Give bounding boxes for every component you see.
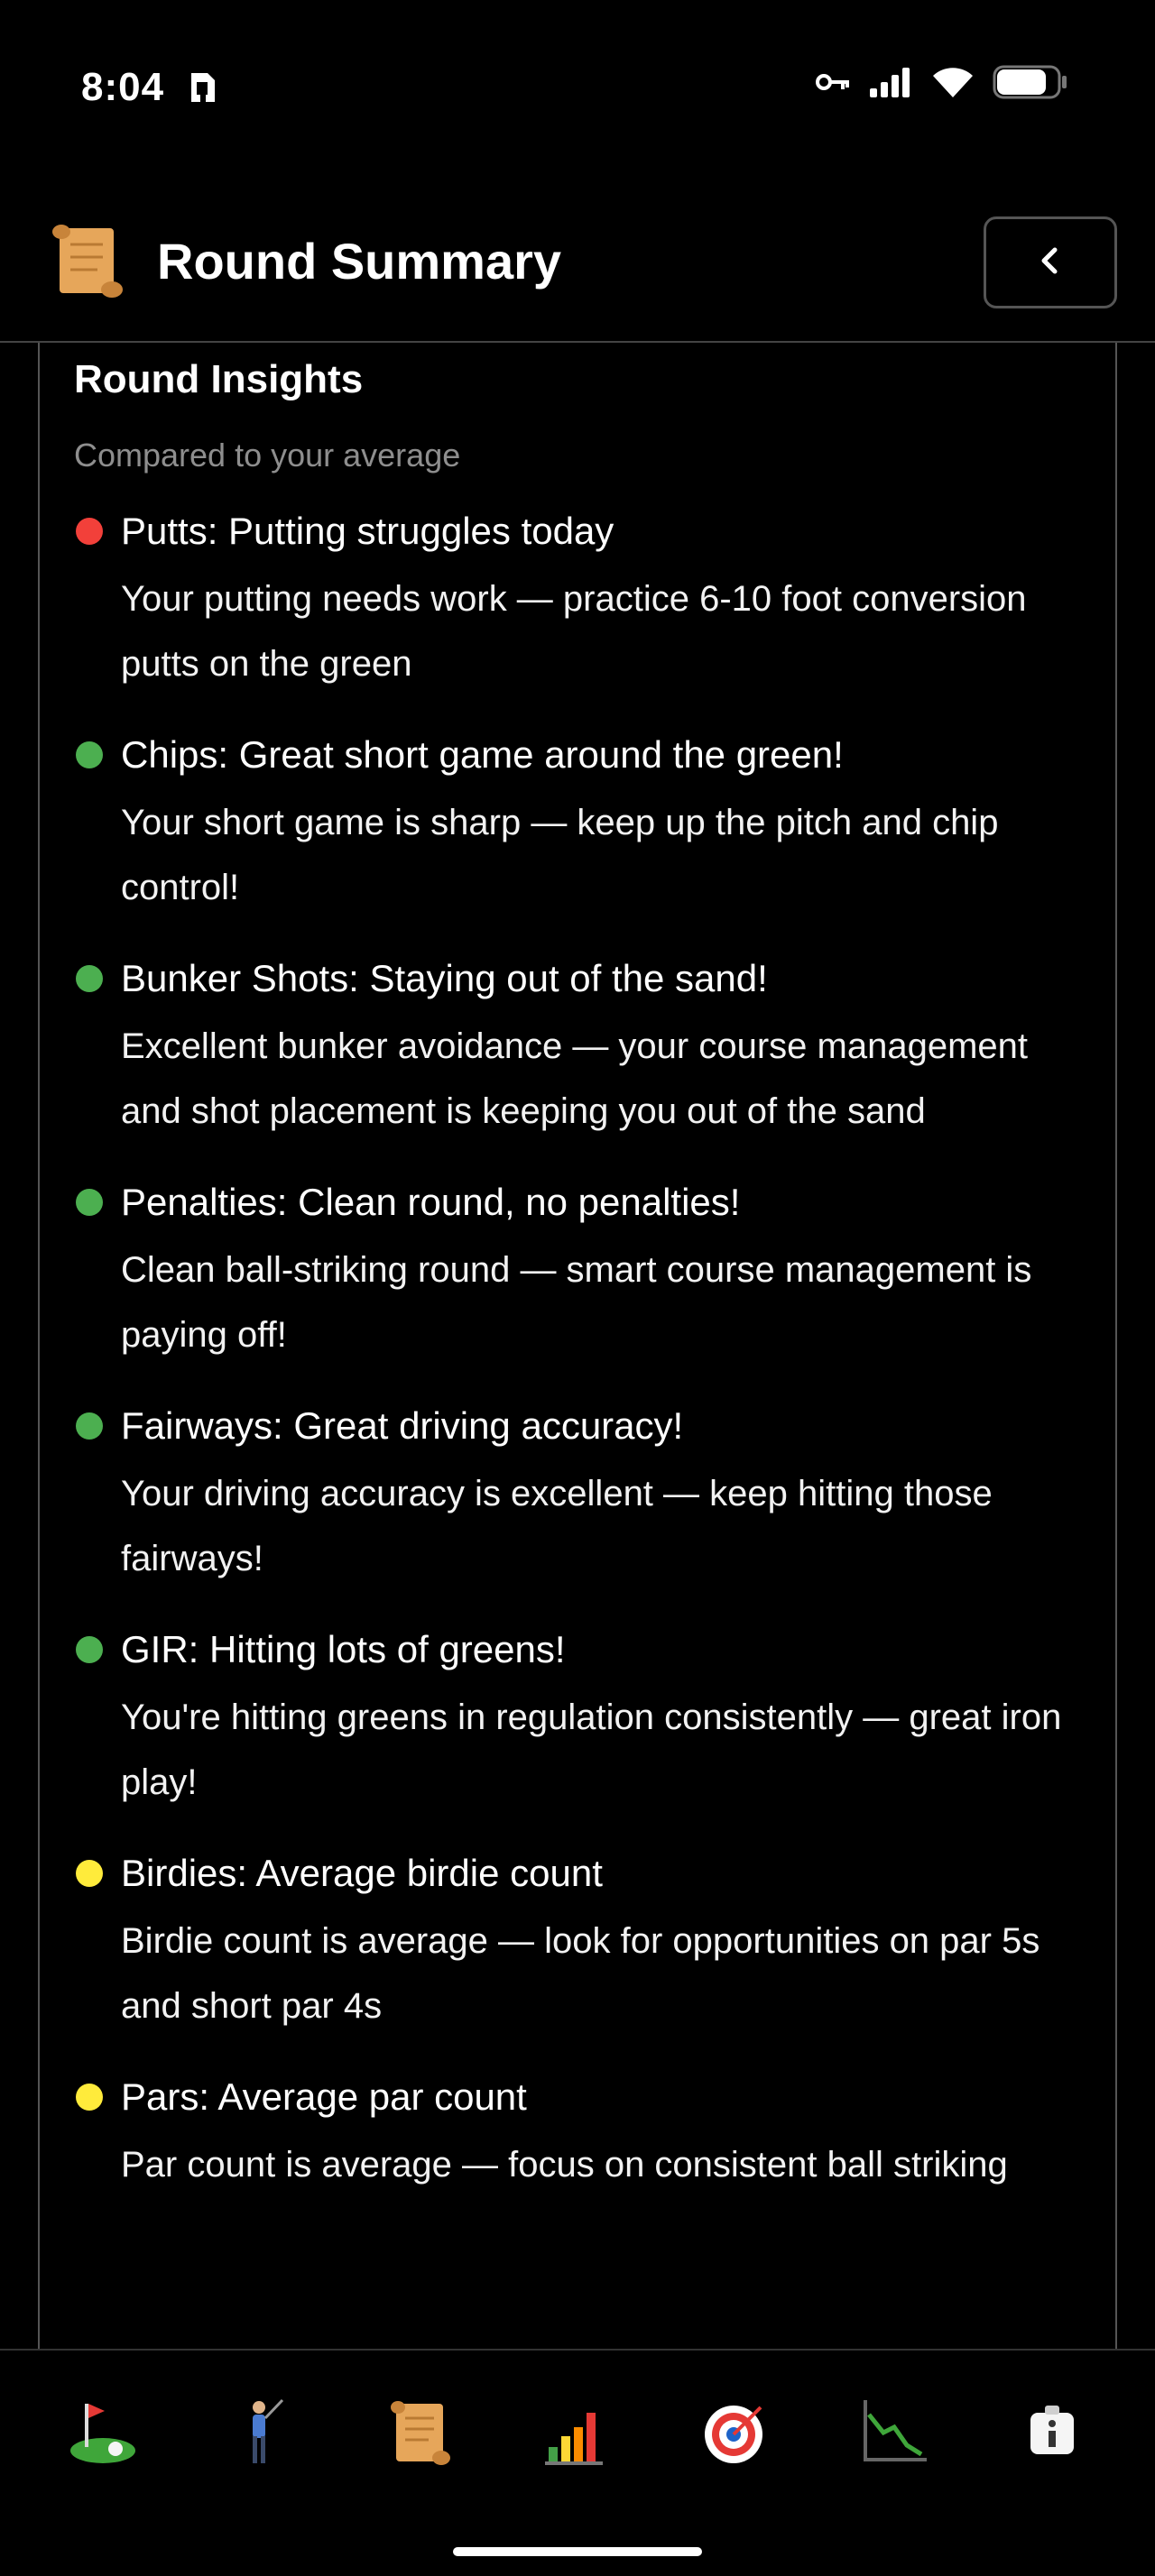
card-subtitle: Compared to your average [74,437,461,474]
tab-info[interactable] [998,2385,1106,2484]
back-button[interactable] [984,216,1117,308]
status-dot [76,1860,103,1887]
insight-description: You're hitting greens in regulation consistently — great iron play! [121,1697,1062,1802]
card-title: Round Insights [74,357,364,401]
battery-icon [993,65,1068,99]
chevron-left-icon [1035,245,1066,281]
app-header [0,180,1155,343]
insight-item-pars [74,2062,1081,2197]
status-time: 8:04 [81,65,165,109]
insight-title: Fairways: Great driving accuracy! [121,1404,684,1447]
insights-list [74,496,1081,2197]
insight-description: Par count is average — focus on consistent ball striking [121,2145,1008,2185]
tab-play[interactable] [207,2385,315,2484]
tab-targets[interactable] [681,2385,790,2484]
key-icon [816,71,850,93]
golf-hole-icon [65,2395,141,2475]
insight-title: Bunker Shots: Staying out of the sand! [121,957,768,999]
insight-item-putts [74,496,1081,696]
insight-title: Pars: Average par count [121,2075,527,2118]
status-dot [76,518,103,545]
wifi-icon [931,65,975,99]
status-dot [76,741,103,768]
bottom-tab-bar [0,2349,1155,2576]
round-insights-card [38,343,1117,2351]
info-icon [1014,2395,1090,2475]
insight-description: Birdie count is average — look for opportunities on par 5s and short par 4s [121,1921,1040,2026]
status-right [816,65,1068,99]
status-dot [76,1189,103,1216]
insight-description: Excellent bunker avoidance — your course management and shot placement is keeping you out of the sand [121,1026,1028,1131]
tab-trends[interactable] [840,2385,948,2484]
scroll-icon [43,217,130,304]
tab-round-summary[interactable] [365,2385,474,2484]
home-indicator [453,2547,702,2556]
insight-item-fairways [74,1391,1081,1591]
insight-description: Clean ball-striking round — smart course management is paying off! [121,1250,1032,1355]
status-dot [76,1636,103,1663]
tab-course[interactable] [49,2385,157,2484]
insight-title: Birdies: Average birdie count [121,1852,603,1894]
insight-description: Your putting needs work — practice 6-10 foot conversion putts on the green [121,579,1027,684]
insight-title: Penalties: Clean round, no penalties! [121,1181,741,1223]
insight-title: GIR: Hitting lots of greens! [121,1628,566,1670]
status-dot [76,2084,103,2111]
sim-card-icon [184,69,220,106]
target-icon [698,2395,773,2475]
tab-stats[interactable] [523,2385,632,2484]
golfer-icon [223,2395,299,2475]
status-dot [76,965,103,992]
status-bar [0,0,1155,180]
insight-title: Putts: Putting struggles today [121,510,614,552]
insight-item-bunker-shots [74,943,1081,1144]
insight-title: Chips: Great short game around the green! [121,733,844,776]
insight-item-chips [74,720,1081,920]
signal-icon [868,67,913,97]
bar-chart-icon [540,2395,615,2475]
status-dot [76,1412,103,1440]
scroll-icon [382,2395,457,2475]
status-left [81,65,220,110]
insight-description: Your driving accuracy is excellent — keep hitting those fairways! [121,1474,993,1578]
insight-item-penalties [74,1167,1081,1367]
insight-item-gir [74,1615,1081,1815]
page-title: Round Summary [157,232,562,290]
insight-item-birdies [74,1838,1081,2038]
trend-chart-icon [856,2395,932,2475]
insight-description: Your short game is sharp — keep up the pitch and chip control! [121,803,999,907]
